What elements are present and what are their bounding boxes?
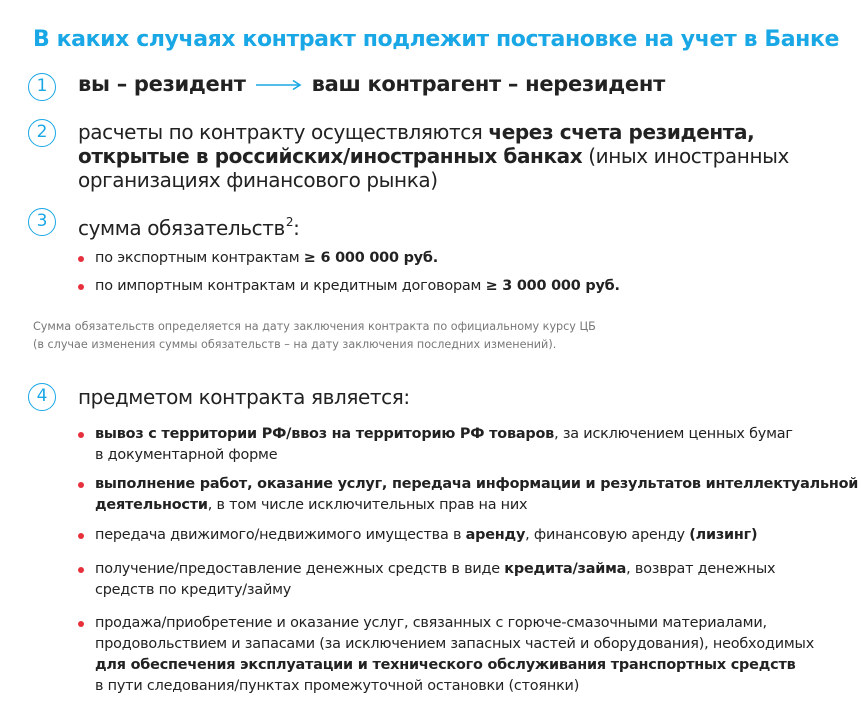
list-item-text: , финансовую аренду — [525, 527, 690, 543]
step-number-1: 1 — [28, 73, 56, 101]
list-item-text: в пути следования/пунктах промежуточной остановки (стоянки) — [95, 678, 580, 694]
list-item — [78, 559, 858, 601]
list-item-text: по импортным контрактам и кредитным договорам — [95, 278, 486, 294]
step-1-text — [78, 72, 665, 96]
list-item — [78, 613, 858, 697]
step-2-line-3: организациях финансового рынка) — [78, 168, 438, 192]
list-item-bold: выполнение работ, оказание услуг, передача информации и результатов интеллектуальной — [95, 476, 859, 492]
page-title: В каких случаях контракт подлежит постановке на учет в Банке — [33, 27, 840, 52]
subject-list — [78, 424, 858, 697]
step-2-text: расчеты по контракту осуществляются — [78, 120, 489, 144]
nonresident-label: ваш контрагент – нерезидент — [311, 72, 665, 96]
list-item-text: продовольствием и запасами (за исключением запасных частей и оборудования), необходимых — [95, 636, 815, 652]
bullet-dot-icon — [78, 432, 84, 438]
list-item-bold: ≥ 3 000 000 руб. — [485, 278, 620, 294]
bullet-dot-icon — [78, 621, 84, 627]
step-2-bold-text: открытые в российских/иностранных банках — [78, 144, 583, 168]
step-3-colon: : — [293, 216, 300, 240]
bullet-dot-icon — [78, 284, 84, 290]
list-item — [78, 474, 858, 516]
arrow-right-icon — [256, 72, 302, 96]
list-item-bold: аренду — [465, 527, 526, 543]
step-number-2: 2 — [28, 119, 56, 147]
footnote — [33, 318, 596, 354]
list-item-bold: (лизинг) — [689, 527, 758, 543]
list-item — [78, 248, 620, 269]
list-item-bold: для обеспечения эксплуатации и технического обслуживания транспортных средств — [95, 657, 796, 673]
list-item-bold: вывоз с территории РФ/ввоз на территорию РФ товаров — [95, 426, 555, 442]
list-item-text: продажа/приобретение и оказание услуг, связанных с горюче-смазочными материалами, — [95, 615, 767, 631]
list-item-text: , за исключением ценных бумаг — [554, 426, 793, 442]
list-item-text: , возврат денежных — [626, 561, 776, 577]
list-item-text: передача движимого/недвижимого имущества в — [95, 527, 466, 543]
step-2-line-1 — [78, 120, 754, 144]
list-item-bold: ≥ 6 000 000 руб. — [303, 250, 438, 266]
bullet-dot-icon — [78, 482, 84, 488]
list-item-text: средств по кредиту/займу — [95, 582, 292, 598]
list-item-text: в документарной форме — [95, 447, 278, 463]
list-item — [78, 424, 858, 466]
step-2-line-2 — [78, 144, 789, 168]
step-4-text: предметом контракта является: — [78, 385, 410, 409]
footnote-marker: 2 — [285, 215, 294, 229]
step-number-4: 4 — [28, 383, 56, 411]
bullet-dot-icon — [78, 567, 84, 573]
step-3-text — [78, 210, 299, 240]
step-3-label: сумма обязательств — [78, 216, 285, 240]
step-2-bold-text: через счета резидента, — [488, 120, 755, 144]
bullet-dot-icon — [78, 256, 84, 262]
list-item-bold: деятельности — [95, 497, 208, 513]
list-item-text: по экспортным контрактам — [95, 250, 304, 266]
list-item-text: , в том числе исключительных прав на них — [207, 497, 528, 513]
footnote-line-2: (в случае изменения суммы обязательств – на дату заключения последних изменений). — [33, 338, 557, 351]
amount-list — [78, 248, 620, 297]
list-item-text: получение/предоставление денежных средств в виде — [95, 561, 505, 577]
list-item — [78, 525, 858, 546]
bullet-dot-icon — [78, 533, 84, 539]
footnote-line-1: Сумма обязательств определяется на дату заключения контракта по официальному курсу ЦБ — [33, 320, 596, 333]
list-item — [78, 276, 620, 297]
resident-label: вы – резидент — [78, 72, 246, 96]
list-item-bold: кредита/займа — [504, 561, 627, 577]
step-number-3: 3 — [28, 208, 56, 236]
step-2-text: (иных иностранных — [582, 144, 789, 168]
